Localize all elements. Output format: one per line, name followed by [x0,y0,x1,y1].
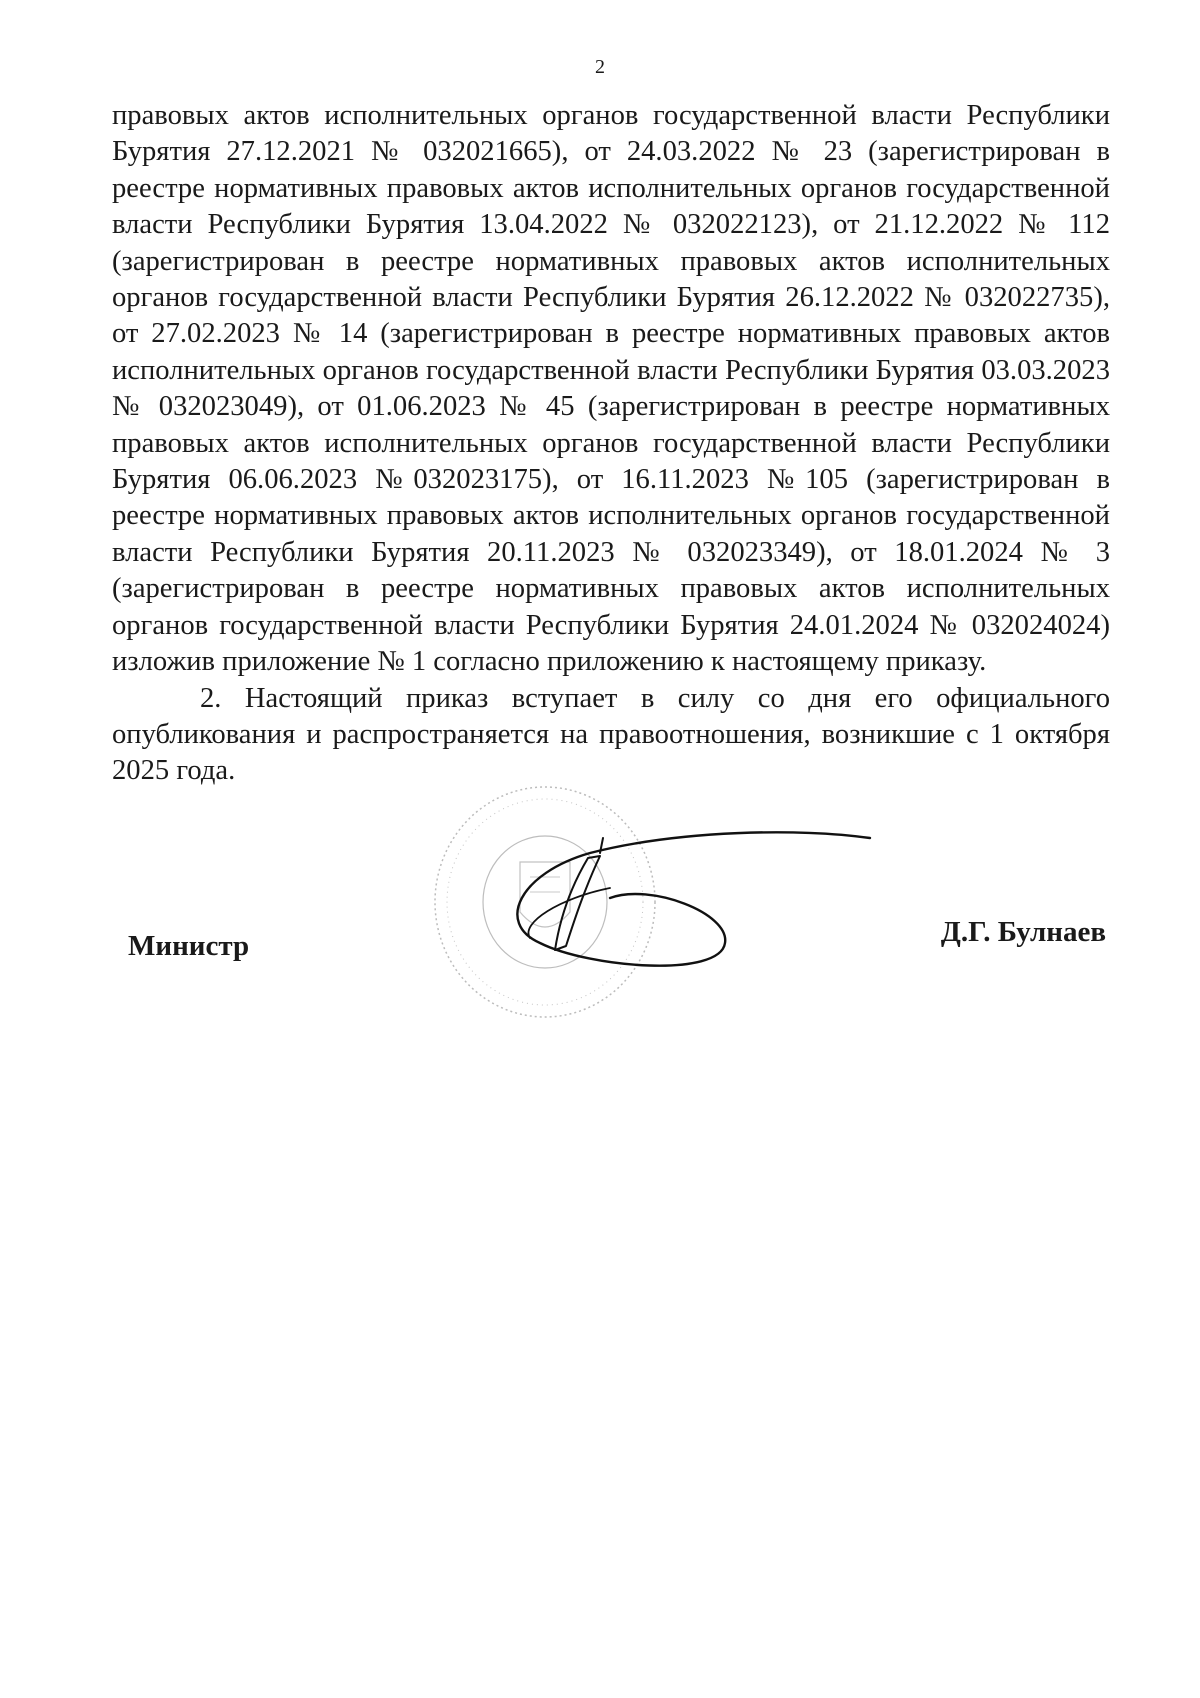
signatory-name: Д.Г. Булнаев [940,916,1106,948]
document-body [112,98,1110,790]
signatory-position: Министр [128,930,250,962]
page-number: 2 [595,56,605,78]
paragraph-continuation: правовых актов исполнительных органов государственной власти Республики Бурятия 27.12.2021 № 032021665), от 24.03.2022 № 23 (зарегистрирован в реестре нормативных правовых актов исполнительных органов государственной власти Республики Бурятия 13.04.2022 № 032022123), от 21.12.2022 № 112 (зарегистрирован в реестре нормативных правовых актов исполнительных органов государственной власти Республики Бурятия 26.12.2022 № 032022735), от 27.02.2023 № 14 (зарегистрирован в реестре нормативных правовых актов исполнительных органов государственной власти Республики Бурятия 03.03.2023 № 032023049), от 01.06.2023 № 45 (зарегистрирован в реестре нормативных правовых актов исполнительных органов государственной власти Республики Бурятия 06.06.2023 №032023175), от 16.11.2023 №105 (зарегистрирован в реестре нормативных правовых актов исполнительных органов государственной власти Республики Бурятия 20.11.2023 № 032023349), от 18.01.2024 № 3 (зарегистрирован в реестре нормативных правовых актов исполнительных органов государственной власти Республики Бурятия 24.01.2024 № 032024024) изложив приложение № 1 согласно приложению к настоящему приказу. [112,100,1110,678]
handwritten-signature [500,828,880,1003]
paragraph-effective-date: 2. Настоящий приказ вступает в силу со дня его официального опубликования и распространяется на правоотношения, возникшие с 1 октября 2025 года. [112,682,1110,787]
